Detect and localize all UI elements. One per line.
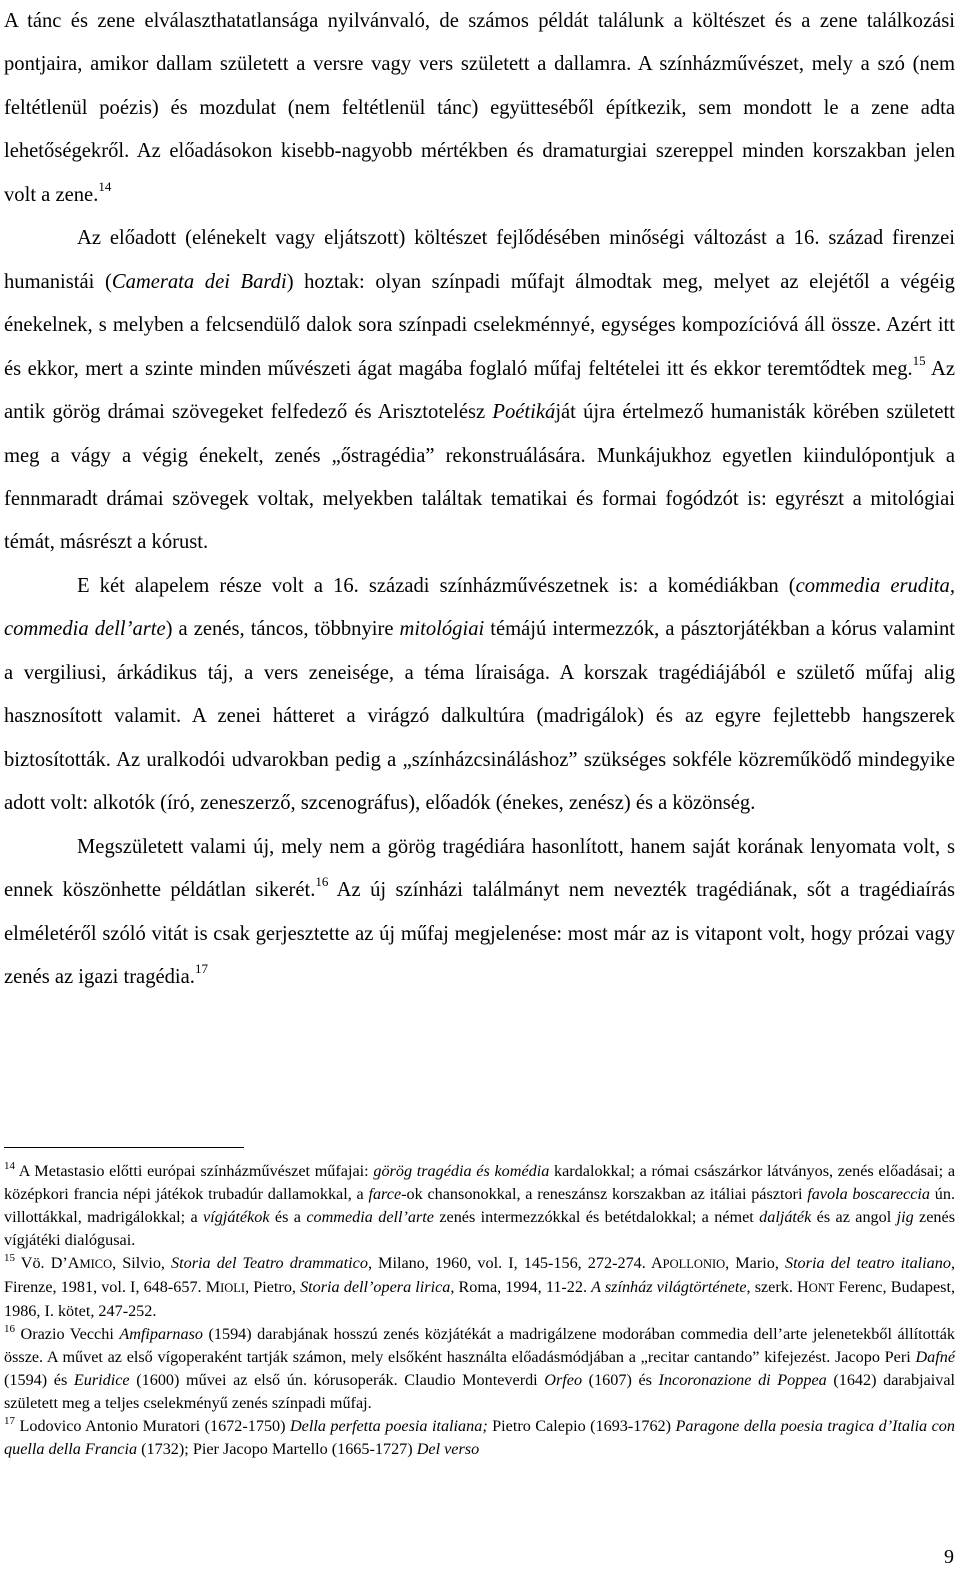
text-run: (1732); Pier Jacopo Martello (1665-1727) xyxy=(137,1440,417,1458)
italic-run: A színház világtörténete xyxy=(591,1278,747,1296)
italic-run: vígjátékok xyxy=(203,1208,270,1226)
footnote-ref[interactable]: 17 xyxy=(4,1415,15,1427)
italic-run: Storia dell’opera lirica xyxy=(300,1278,451,1296)
italic-run: Storia del Teatro drammatico xyxy=(171,1254,368,1272)
main-text xyxy=(4,0,955,999)
footnote-separator xyxy=(4,1147,244,1148)
text-run: A tánc és zene elválaszthatatlansága nyilvánvaló, de számos példát találunk a költészet és a zene találkozási pontjaira, amikor dallam született a versre vagy vers született a dallamra. A színházművészet, mely a szó (nem feltétlenül poézis) és mozdulat (nem feltétlenül tánc) együtteséből építkezik, sem mondott le a zene adta lehetőségekről. Az előadásokon kisebb-nagyobb mértékben és dramaturgiai szereppel minden korszakban jelen volt a zene. xyxy=(4,10,955,206)
italic-run: farce xyxy=(368,1185,402,1203)
document-page xyxy=(4,0,955,999)
text-run: ) hoztak: olyan színpadi műfajt álmodtak meg, melyet az elejétől a végéig énekelnek, s melyben a felcsendülő dalok sora színpadi cselekménnyé, egységes kompozícióvá áll össze. Azért itt és ekkor, mert a szinte minden művészeti ágat magába foglaló műfaj feltételei itt és ekkor teremtődtek meg. xyxy=(4,270,955,380)
italic-run: Del verso xyxy=(416,1440,480,1458)
footnote-ref[interactable]: 15 xyxy=(4,1252,15,1264)
text-run: Az új színházi találmányt nem nevezték tragédiának, sőt a tragédiaírás elméletéről szóló vitát is csak gerjesztette az új műfaj megjelenése: most már az is vitapont volt, hogy prózai vagy zenés az igazi tragédia. xyxy=(4,879,956,988)
text-run: , Firenze, 1981, vol. I, 648-657. M xyxy=(4,1254,956,1296)
page-number: 9 xyxy=(944,1546,954,1568)
footnotes xyxy=(4,1160,955,1461)
italic-run: Orfeo xyxy=(544,1371,583,1389)
italic-run: Poétiká xyxy=(492,401,556,424)
small-caps-run: ONT xyxy=(808,1281,835,1295)
text-run: (1594) darabjának hosszú zenés közjátékát a madrigálzene modorában commedia dell’arte jelenetekből állították össze. A művet az első vígoperaként tartják számon, mely elsőként használta előadásmódjában a „recitar cantando” kifejezést. Jacopo Peri xyxy=(4,1325,955,1366)
text-run: zenés intermezzókkal és betétdalokkal; a német xyxy=(433,1208,760,1226)
text-run: (1594) és xyxy=(4,1371,74,1389)
text-run: Orazio Vecchi xyxy=(15,1325,120,1343)
footnote-ref[interactable]: 16 xyxy=(315,874,329,890)
text-run: (1600) művei az első ún. kórusoperák. Claudio Monteverdi xyxy=(129,1371,545,1389)
italic-run: görög tragédia és komédia xyxy=(373,1162,550,1180)
italic-run: Dafné xyxy=(915,1348,955,1366)
paragraph xyxy=(4,0,955,217)
italic-run: favola boscareccia xyxy=(807,1185,931,1203)
italic-run: Euridice xyxy=(73,1371,130,1389)
small-caps-run: IOLI xyxy=(220,1281,246,1295)
footnote xyxy=(4,1323,955,1415)
text-run: Pietro Calepio (1693-1762) xyxy=(487,1417,676,1435)
text-run: A Metastasio előtti európai színházművészet műfajai: xyxy=(15,1162,374,1180)
text-run: ún. villottákkal, madrigálokkal; a xyxy=(4,1185,956,1226)
small-caps-run: MICO xyxy=(79,1257,113,1271)
text-run: Ferenc, Budapest, 1986, I. kötet, 247-252. xyxy=(4,1278,955,1320)
paragraph xyxy=(4,826,955,1000)
text-run: (1642) darabjaival született meg a teljes cselekményű zenés színpadi műfaj. xyxy=(4,1371,956,1412)
italic-run: Storia del teatro italiano xyxy=(784,1254,951,1272)
text-run: Megszületett valami új, mely nem a görög tragédiára hasonlított, hanem saját korának lenyomata volt, s ennek köszönhette példátlan sikerét. xyxy=(4,835,955,902)
text-run: E két alapelem része volt a 16. századi színházművészetnek is: a komédiákban ( xyxy=(77,574,796,597)
text-run: ) a zenés, táncos, többnyire xyxy=(165,618,400,641)
text-run: ját újra értelmező humanisták körében született meg a vágy a végig énekelt, zenés „őstragédia” rekonstruálására. Munkájukhoz egyetlen kiindulópontjuk a fennmaradt drámai szövegek voltak, melyekben találtak tematikai és formai fogódzót is: egyrészt a mitológiai témát, másrészt a kórust. xyxy=(4,401,955,554)
text-run: Lodovico Antonio Muratori (1672-1750) xyxy=(15,1417,290,1435)
text-run: és az angol xyxy=(811,1208,897,1226)
text-run: kardalokkal; a római császárkor látványos, zenés előadásai; a középkori francia népi játékok trubadúr dallamokkal, a xyxy=(4,1162,956,1203)
italic-run: commedia erudita, commedia dell’arte xyxy=(4,574,955,641)
text-run: témájú intermezzók, a pásztorjátékban a kórus valamint a vergiliusi, árkádikus táj, a vers zeneisége, a téma líraisága. A korszak tragédiájából e születő műfaj alig hasznosított valamit. A zenei hátteret a virágzó dalkultúra (madrigálok) és az egyre fejlettebb hangszerek biztosították. Az uralkodói udvarokban pedig a „színházcsináláshoz” szükséges sokféle közreműködő mindegyike adott volt: alkotók (író, zeneszerző, szcenográfus), előadók (énekes, zenész) és a közönség. xyxy=(4,618,955,815)
footnote-ref[interactable]: 14 xyxy=(4,1160,15,1172)
italic-run: Della perfetta poesia italiana; xyxy=(289,1417,488,1435)
footnote xyxy=(4,1252,955,1323)
footnote xyxy=(4,1415,955,1461)
text-run: , Milano, 1960, vol. I, 145-156, 272-274. A xyxy=(367,1254,663,1272)
footnote-ref[interactable]: 14 xyxy=(98,178,112,194)
text-run: D’A xyxy=(50,1254,80,1272)
footnote xyxy=(4,1160,955,1252)
text-run: , Pietro, xyxy=(245,1278,301,1296)
italic-run: Amfiparnaso xyxy=(119,1325,203,1343)
text-run: , Roma, 1994, 11-22. xyxy=(450,1278,592,1296)
text-run: (1607) és xyxy=(582,1371,659,1389)
footnote-ref[interactable]: 15 xyxy=(912,352,926,368)
text-run: , szerk. H xyxy=(746,1278,809,1296)
italic-run: Incoronazione di Poppea xyxy=(658,1371,827,1389)
italic-run: jig xyxy=(896,1208,914,1226)
text-run: Az előadott (elénekelt vagy eljátszott) költészet fejlődésében minőségi változást a 16. század firenzei humanistái ( xyxy=(4,227,955,293)
footnote-ref[interactable]: 17 xyxy=(194,960,208,976)
text-run: , Mario, xyxy=(725,1254,785,1272)
small-caps-run: POLLONIO xyxy=(662,1257,726,1271)
text-run: Az antik görög drámai szövegeket felfedező és Arisztotelész xyxy=(4,357,955,424)
text-run: -ok chansonokkal, a reneszánsz korszakban az itáliai pásztori xyxy=(401,1185,808,1203)
italic-run: Camerata dei Bardi xyxy=(111,270,287,293)
italic-run: Paragone della poesia tragica d’Italia con quella della Francia xyxy=(4,1417,955,1458)
footnote-ref[interactable]: 16 xyxy=(4,1323,15,1335)
text-run: , Silvio, xyxy=(112,1254,172,1272)
italic-run: commedia dell’arte xyxy=(306,1208,434,1226)
italic-run: mitológiai xyxy=(399,618,485,641)
text-run: Vö. xyxy=(15,1254,51,1272)
italic-run: daljáték xyxy=(759,1208,812,1226)
paragraph xyxy=(4,217,955,565)
paragraph xyxy=(4,565,955,826)
text-run: és a xyxy=(269,1208,307,1226)
text-run: zenés vígjátéki dialógusai. xyxy=(4,1208,955,1249)
